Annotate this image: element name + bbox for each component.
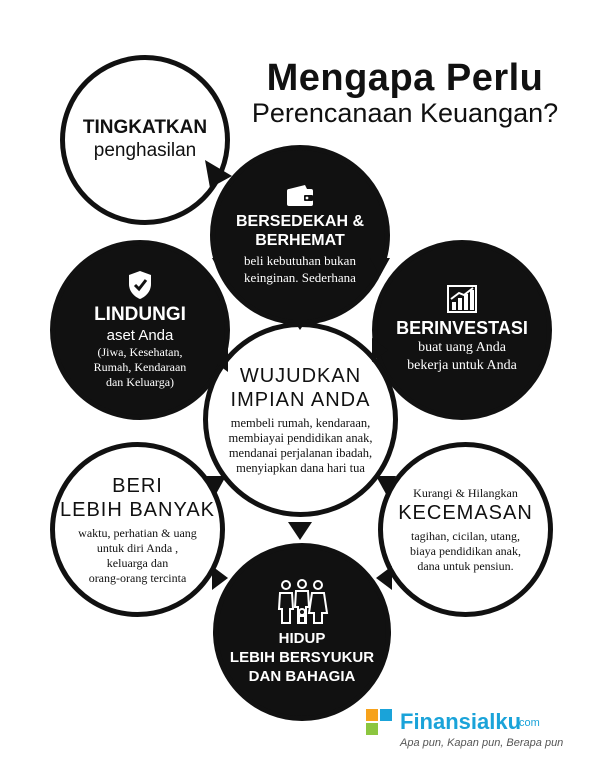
arrow-bersedekah-berinvestasi xyxy=(370,258,390,276)
node-hidup-head-1: HIDUP xyxy=(278,629,326,647)
node-kecemasan-head: KECEMASAN xyxy=(398,501,533,524)
brand-domain: .com xyxy=(516,717,540,729)
node-bersedekah-body-1: beli kebutuhan bukan xyxy=(244,253,356,268)
node-tingkatkan-head: TINGKATKAN xyxy=(82,117,208,138)
node-kecemasan-body-1: tagihan, cicilan, utang, xyxy=(411,528,520,543)
finansialku-logo-icon xyxy=(366,709,396,739)
node-lindungi-head: LINDUNGI xyxy=(94,304,186,325)
node-bersedekah-head-1: BERSEDEKAH & xyxy=(235,213,364,230)
brand-tagline: Apa pun, Kapan pun, Berapa pun xyxy=(400,737,564,749)
node-lindungi-body-1: (Jiwa, Kesehatan, xyxy=(97,345,183,359)
node-lindungi-sub: aset Anda xyxy=(106,327,174,344)
arrow-wujudkan-kecemasan xyxy=(376,476,396,494)
node-bersedekah-head-2: BERHEMAT xyxy=(255,232,345,249)
node-wujudkan-body-3: mendanai perjalanan ibadah, xyxy=(228,445,373,460)
node-kecemasan-pre: Kurangi & Hilangkan xyxy=(413,485,518,500)
node-beri-head-2: LEBIH BANYAK xyxy=(59,498,216,521)
arrow-wujudkan-hidup xyxy=(288,522,312,540)
node-beri-body-2: untuk diri Anda , xyxy=(96,540,179,555)
node-berinvestasi-body-1: buat uang Anda xyxy=(418,340,506,355)
arrow-wujudkan-beri xyxy=(206,476,226,494)
node-hidup-head-2: LEBIH BERSYUKUR xyxy=(229,648,375,666)
node-beri-body-3: keluarga dan xyxy=(106,555,169,570)
arrow-beri-hidup xyxy=(212,566,228,590)
node-kecemasan-body-3: dana untuk pensiun. xyxy=(417,558,514,573)
node-berinvestasi-head: BERINVESTASI xyxy=(396,318,528,338)
node-hidup-head-3: DAN BAHAGIA xyxy=(248,667,356,685)
node-lindungi-body-3: dan Keluarga) xyxy=(105,375,175,389)
node-wujudkan-head-2: IMPIAN ANDA xyxy=(230,388,371,411)
node-wujudkan-body-1: membeli rumah, kendaraan, xyxy=(230,415,371,430)
arrow-bersedekah-wujudkan xyxy=(288,312,312,330)
title-line-1: Mengapa Perlu xyxy=(266,57,544,99)
brand-logo xyxy=(366,703,586,753)
node-beri-body-4: orang-orang tercinta xyxy=(88,570,187,585)
node-wujudkan-head-1: WUJUDKAN xyxy=(239,364,362,387)
node-kecemasan-body-2: biaya pendidikan anak, xyxy=(410,543,521,558)
node-beri-body-1: waktu, perhatian & uang xyxy=(78,525,197,540)
title-line-2: Perencanaan Keuangan? xyxy=(251,98,559,128)
node-berinvestasi-body-2: bekerja untuk Anda xyxy=(407,358,517,373)
node-beri-head-1: BERI xyxy=(112,474,163,497)
node-tingkatkan-sub: penghasilan xyxy=(93,140,197,161)
node-wujudkan-body-4: menyiapkan dana hari tua xyxy=(236,460,365,475)
node-bersedekah-body-2: keinginan. Sederhana xyxy=(244,270,356,285)
arrow-berinvestasi-wujudkan xyxy=(372,338,388,362)
arrow-kecemasan-hidup xyxy=(376,566,392,590)
brand-name: Finansialku xyxy=(400,709,522,734)
node-wujudkan-body-2: membiayai pendidikan anak, xyxy=(228,430,373,445)
node-lindungi-body-2: Rumah, Kendaraan xyxy=(93,360,187,374)
arrow-bersedekah-lindungi xyxy=(212,258,232,276)
arrow-tingkatkan-bersedekah xyxy=(205,160,232,188)
arrow-lindungi-wujudkan xyxy=(212,348,228,372)
